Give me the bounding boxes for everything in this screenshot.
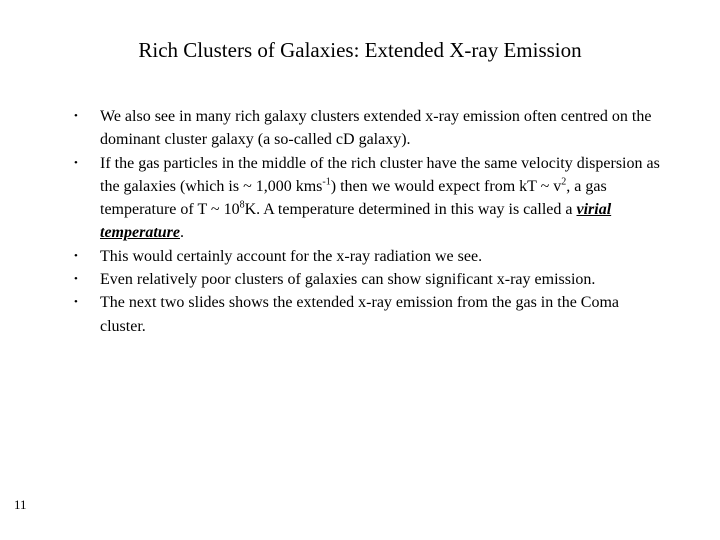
bullet-text-part: .	[180, 224, 184, 242]
bullet-dot-icon: •	[74, 273, 78, 286]
bullet-text-part: , a gas temperature of T ~ 10	[100, 177, 607, 219]
bullet-text-part: ) then we would expect from kT ~ v	[330, 177, 562, 195]
virial-temperature-term: virial temperature	[100, 201, 612, 242]
bullet-item	[72, 291, 662, 338]
slide-number: 11	[14, 497, 27, 512]
superscript: 8	[239, 199, 245, 211]
superscript: -1	[322, 176, 331, 188]
bullet-item	[72, 105, 662, 152]
bullet-dot-icon: •	[74, 156, 78, 169]
bullet-item	[72, 245, 662, 268]
bullet-dot-icon: •	[74, 249, 78, 262]
bullet-text	[100, 155, 660, 242]
bullet-item	[72, 152, 662, 245]
bullet-dot-icon: •	[74, 296, 78, 309]
bullet-text: The next two slides shows the extended x-ray emission from the gas in the Coma cluster.	[100, 294, 620, 335]
bullet-item	[72, 268, 662, 291]
bullet-text-part: If the gas particles in the middle of the rich cluster have the same velocity dispersion as the galaxies (which is ~ 1,000 kms	[100, 154, 660, 195]
superscript: 2	[561, 176, 567, 188]
bullet-dot-icon: •	[74, 110, 78, 122]
bullet-text: We also see in many rich galaxy clusters extended x-ray emission often centred on the dominant cluster galaxy (a so-called cD galaxy).	[100, 108, 652, 149]
bullet-text-part: K. A temperature determined in this way is called a	[244, 201, 577, 219]
slide-title: Rich Clusters of Galaxies: Extended X-ray Emission	[138, 38, 582, 62]
bullet-text: This would certainly account for the x-ray radiation we see.	[100, 247, 483, 265]
bullet-text: Even relatively poor clusters of galaxies can show significant x-ray emission.	[100, 271, 596, 289]
bullet-list	[72, 105, 662, 338]
